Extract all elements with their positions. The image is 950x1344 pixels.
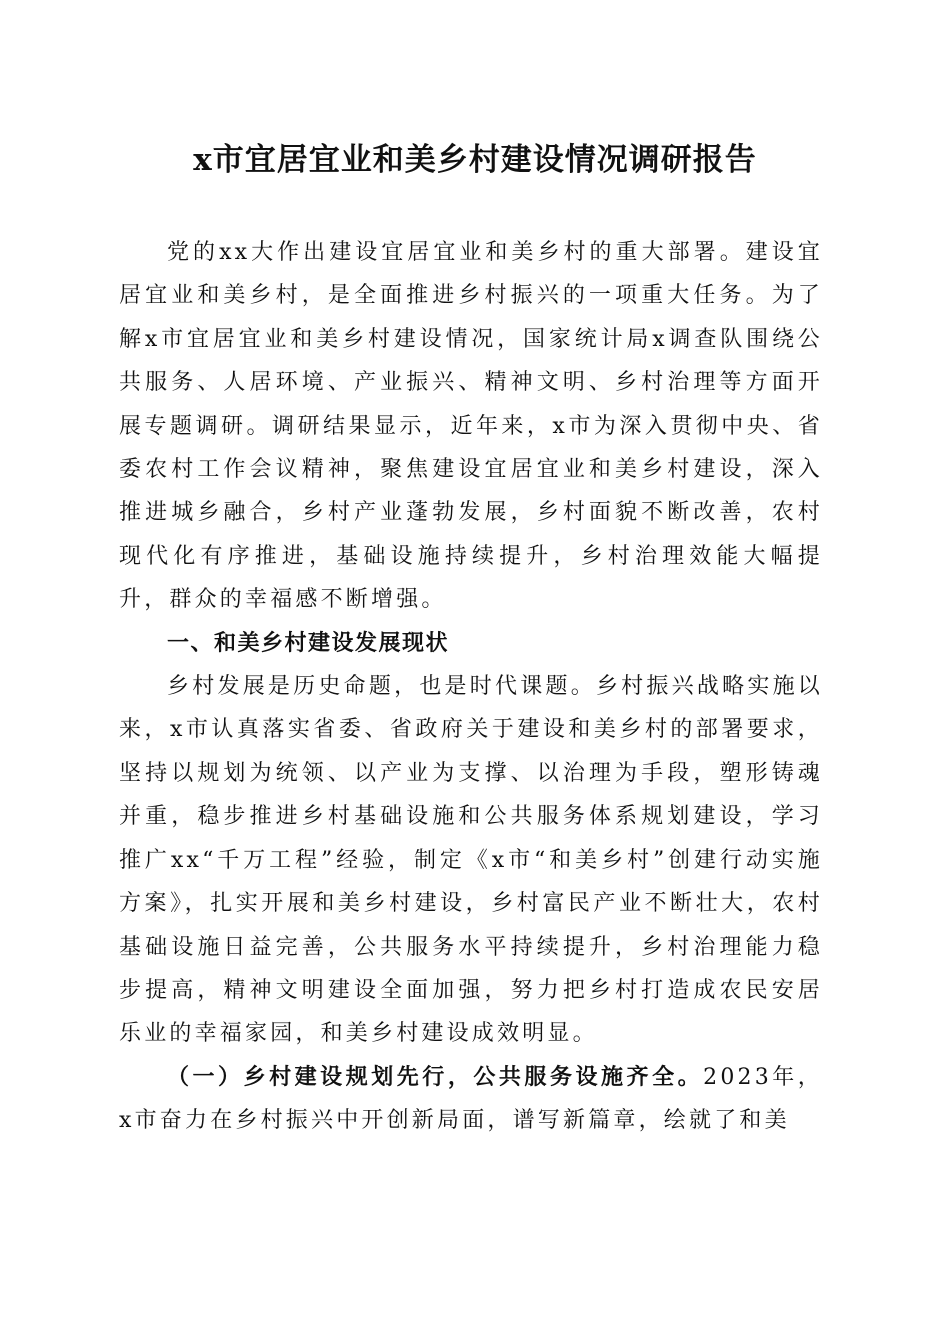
subsection-heading: （一）乡村建设规划先行，公共服务设施齐全。 — [167, 1063, 704, 1090]
document-title: x市宜居宜业和美乡村建设情况调研报告 — [193, 142, 757, 178]
intro-paragraph: 党的xx大作出建设宜居宜业和美乡村的重大部署。建设宜居宜业和美乡村，是全面推进乡村振兴的一项重大任务。为了解x市宜居宜业和美乡村建设情况，国家统计局x调查队围绕公共服务、人居环境、产业振兴、精神文明、乡村治理等方面开展专题调研。调研结果显示，近年来，x市为深入贯彻中央、省委农村工作会议精神，聚焦建设宜居宜业和美乡村建设，深入推进城乡融合，乡村产业蓬勃发展，乡村面貌不断改善，农村现代化有序推进，基础设施持续提升，乡村治理效能大幅提升，群众的幸福感不断增强。 — [119, 240, 823, 613]
section-heading: 一、和美乡村建设发展现状 — [167, 630, 450, 656]
subsection-paragraph — [119, 1056, 823, 1143]
subsection-text: 2023年，x市奋力在乡村振兴中开创新局面，谱写新篇章，绘就了和美 — [119, 1064, 823, 1134]
document-body — [119, 231, 823, 1143]
section-paragraph: 乡村发展是历史命题，也是时代课题。乡村振兴战略实施以来，x市认真落实省委、省政府关于建设和美乡村的部署要求，坚持以规划为统领、以产业为支撑、以治理为手段，塑形铸魂并重，稳步推进乡村基础设施和公共服务体系规划建设，学习推广xx“千万工程”经验，制定《x市“和美乡村”创建行动实施方案》，扎实开展和美乡村建设，乡村富民产业不断壮大，农村基础设施日益完善，公共服务水平持续提升，乡村治理能力稳步提高，精神文明建设全面加强，努力把乡村打造成农民安居乐业的幸福家园，和美乡村建设成效明显。 — [119, 674, 823, 1047]
